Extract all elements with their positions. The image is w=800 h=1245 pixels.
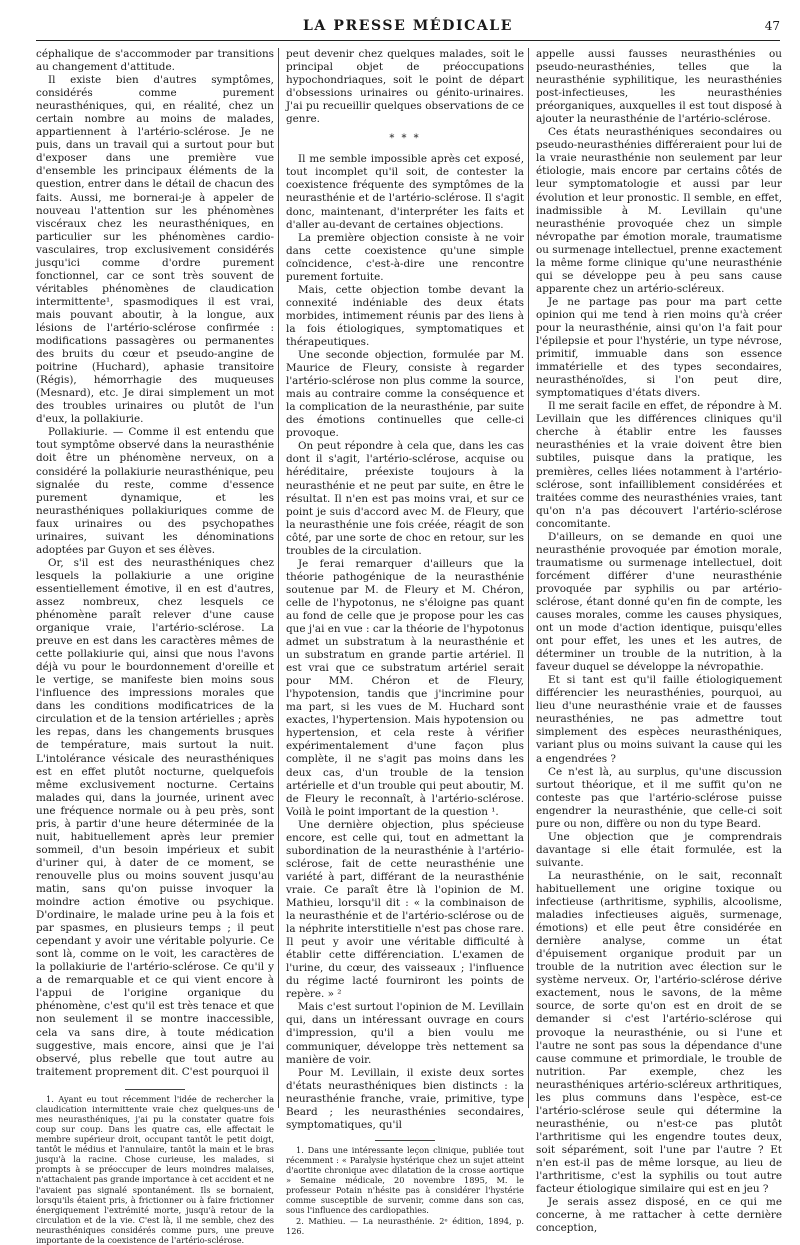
paragraph: céphalique de s'accommoder par transitions au changement d'attitude. xyxy=(36,48,274,74)
paragraph: Mais c'est surtout l'opinion de M. Levillain qui, dans un intéressant ouvrage en cours d'impression, qu'il a bien voulu me communiquer, développe très nettement sa manière de voir. xyxy=(286,1001,524,1066)
footnote-separator xyxy=(125,1089,185,1090)
paragraph: Mais, cette objection tombe devant la connexité indéniable des deux états morbides, intimement réunis par des liens à la fois étiologiques, symptomatiques et thérapeutiques. xyxy=(286,283,524,348)
paragraph: Une objection que je comprendrais davantage si elle était formulée, est la suivante. xyxy=(536,830,782,869)
paragraph: Une seconde objection, formulée par M. Maurice de Fleury, consiste à regarder l'artério-sclérose non plus comme la source, mais au contraire comme la conséquence et la complication de la neurasthénie, par suite des émotions continuelles que celle-ci provoque. xyxy=(286,349,524,440)
paragraph: Je ne partage pas pour ma part cette opinion qui me tend à rien moins qu'à créer pour la neurasthénie, ainsi qu'on l'a fait pour l'épilepsie et pour l'hystérie, un type névrose, primitif, immuable dans son essence immatérielle et des types secondaires, neurasthénoïdes, si l'on peut dire, symptomatiques d'états divers. xyxy=(536,295,782,400)
page-number: 47 xyxy=(764,19,780,33)
paragraph: Pour M. Levillain, il existe deux sortes d'états neurasthéniques bien distincts : la neurasthénie franche, vraie, primitive, type Beard ; les neurasthénies secondaires, symptomatiques, qu'il xyxy=(286,1066,524,1131)
paragraph: D'ailleurs, on se demande en quoi une neurasthénie provoquée par émotion morale, traumatisme ou surmenage intellectuel, doit forcément différer d'une neurasthénie provoquée par syphilis ou par artério-sclérose, étant donné qu'en fin de compte, les causes morales, comme les causes physiques, ont un mode d'action identique, puisqu'elles ont pour effet, les unes et les autres, de déterminer un trouble de la nutrition, à la faveur duquel se développe la névropathie. xyxy=(536,530,782,674)
section-divider: * * * xyxy=(389,133,421,145)
paragraph: On peut répondre à cela que, dans les cas dont il s'agit, l'artério-sclérose, acquise ou héréditaire, préexiste toujours à la neurasthénie et ne peut par suite, en être le résultat. Il n'en est pas moins vrai, et sur ce point je suis d'accord avec M. de Fleury, que la neurasthénie une fois créée, réagit de son côté, par une sorte de choc en retour, sur les troubles de la circulation. xyxy=(286,440,524,557)
journal-title: LA PRESSE MÉDICALE xyxy=(302,18,514,34)
column-rule-left xyxy=(278,48,279,1108)
footnotes xyxy=(36,1094,274,1245)
column-2 xyxy=(286,48,524,1236)
paragraph: Une dernière objection, plus spécieuse encore, est celle qui, tout en admettant la subordination de la neurasthénie à l'artério-sclérose, fait de cette neurasthénie une variété à part, différant de la neurasthénie vraie. Ce paraît être là l'opinion de M. Mathieu, lorsqu'il dit : « la combinaison de la neurasthénie et de l'artério-sclérose ou de la néphrite interstitielle n'est pas chose rare. Il peut y avoir une véritable difficulté à établir cette différenciation. L'examen de l'urine, du cœur, des vaisseaux ; l'influence du régime lacté fourniront les points de repère. » ² xyxy=(286,818,524,1001)
paragraph: Je serais assez disposé, en ce qui me concerne, à me rattacher à cette dernière conception, xyxy=(536,1196,782,1235)
footnote: 1. Dans une intéressante leçon clinique, publiée tout récemment : « Paralysie hystérique chez un sujet atteint d'aortite chronique avec dilatation de la crosse aortique » Semaine médicale, 20 novembre 1895, M. le professeur Potain n'hésite pas à considérer l'hystérie comme susceptible de survenir, comme dans son cas, sous l'influence des cardiopathies. xyxy=(286,1144,524,1216)
paragraph: Ce n'est là, au surplus, qu'une discussion surtout théorique, et il me suffit qu'on ne conteste pas que l'artério-sclérose puisse engendrer la neurasthénie, que celle-ci soit pure ou non, diffère ou non du type Beard. xyxy=(536,765,782,830)
paragraph: La neurasthénie, on le sait, reconnaît habituellement une origine toxique ou infectieuse (arthritisme, syphilis, alcoolisme, maladies infectieuses aiguës, surmenage, émotions) et elle peut être considérée en dernière analyse, comme un état d'épuisement organique produit par un trouble de la nutrition avec élection sur le système nerveux. Or, l'artério-sclérose dérive exactement, nous le savons, de la même source, de sorte qu'on est en droit de se demander si c'est l'artério-sclérose qui provoque la neurasthénie, ou si l'une et l'autre ne sont pas sous la dépendance d'une cause commune et primordiale, le trouble de nutrition. Par exemple, chez les neurasthéniques artério-scléreux arthritiques, les plus communs dans l'espèce, est-ce l'artério-sclérose seule qui détermine la neurasthénie, ou n'est-ce pas plutôt l'arthritisme qui les engendre toutes deux, soit séparément, soit l'une par l'autre ? Et n'en est-il pas de même lorsque, au lieu de l'arthritisme, c'est la syphilis ou tout autre facteur étiologique similaire qui est en jeu ? xyxy=(536,869,782,1196)
footnote: 1. Ayant eu tout récemment l'idée de rechercher la claudication intermittente vraie chez quelques-uns de mes neurasthéniques, j'ai pu la constater quatre fois coup sur coup. Dans les quatre cas, elle affectait le membre supérieur droit, occupant tantôt le petit doigt, tantôt le médius et l'annulaire, tantôt la main et le bras jusqu'à la racine. Chose curieuse, les malades, si prompts à se préoccuper de leurs moindres malaises, n'attachaient pas grande importance à cet accident et ne l'avaient pas signalé spontanément. Ils se bornaient, lorsqu'ils étaient pris, à frictionner ou à faire frictionner énergiquement l'extrémité morte, jusqu'à retour de la circulation et de la vie. C'est là, il me semble, chez des neurasthéniques considérés comme purs, une preuve importante de la coexistence de l'artério-sclérose. xyxy=(36,1093,274,1245)
paragraph: Ces états neurasthéniques secondaires ou pseudo-neurasthénies différeraient pour lui de la vraie neurasthénie non seulement par leur étiologie, mais encore par certains côtés de leur symptomatologie et aussi par leur évolution et leur pronostic. Il semble, en effet, inadmissible à M. Levillain qu'une neurasthénie provoquée chez un simple névropathe par émotion morale, traumatisme ou surmenage intellectuel, prenne exactement la même forme clinique qu'une neurasthénie qui se développe peu à peu sans cause apparente chez un artério-scléreux. xyxy=(536,126,782,295)
paragraph: Je ferai remarquer d'ailleurs que la théorie pathogénique de la neurasthénie soutenue par M. de Fleury et M. Chéron, celle de l'hypotonus, ne s'éloigne pas quant au fond de celle que je propose pour les cas que j'ai en vue : car la théorie de l'hypotonus admet un substratum à la neurasthénie et un substratum en grande partie artériel. Il est vrai que ce substratum artériel serait pour MM. Chéron et de Fleury, l'hypotension, tandis que j'incrimine pour ma part, si les vues de M. Huchard sont exactes, l'hypertension. Mais hypotension ou hypertension, et cela reste à vérifier expérimentalement d'une façon plus complète, il ne s'agit pas moins dans les deux cas, d'un trouble de la tension artérielle et d'un trouble qui peut aboutir, M. de Fleury le reconnaît, à l'artério-sclérose. Voilà le point important de la question ¹. xyxy=(286,557,524,818)
paragraph: Or, s'il est des neurasthéniques chez lesquels la pollakiurie a une origine essentiellement émotive, il en est d'autres, assez nombreux, chez lesquels ce phénomène paraît relever d'une cause organique vraie, l'artério-sclérose. La preuve en est dans les caractères mêmes de cette pollakiurie qui, ainsi que nous l'avons déjà vu pour le bourdonnement d'oreille et le vertige, se manifeste bien moins sous l'influence des impressions morales que dans les conditions modificatrices de la circulation et de la tension artérielles ; après les repas, dans les changements brusques de température, mais surtout la nuit. L'intolérance vésicale des neurasthéniques est en effet plutôt nocturne, quelquefois même exclusivement nocturne. Certains malades qui, dans la journée, urinent avec une fréquence normale ou à peu près, sont pris, à partir d'une heure déterminée de la nuit, habituellement après leur premier sommeil, d'un besoin impérieux et subit d'uriner qui, à dater de ce moment, se renouvelle plus ou moins souvent jusqu'au matin, sans qu'on puisse invoquer la moindre action émotive ou psychique. D'ordinaire, le malade urine peu à la fois et par spasmes, en plusieurs temps ; il peut cependant y avoir une véritable polyurie. Ce sont là, comme on le voit, les caractères de la pollakiurie de l'artério-sclérose. Ce qu'il y a de remarquable et ce qui vient encore à l'appui de l'origine organique du phénomène, c'est qu'il est très tenace et que non seulement il se montre inaccessible, cela va sans dire, à toute médication suggestive, mais encore, ainsi que je l'ai observé, plus rebelle que tout autre au traitement proprement dit. C'est pourquoi il xyxy=(36,556,274,1078)
footnote-separator xyxy=(375,1140,435,1141)
paragraph: Il existe bien d'autres symptômes, considérés comme purement neurasthéniques, qui, en réalité, chez un certain nombre au moins de malades, appartiennent à l'artério-sclérose. Je ne puis, dans un travail qui a surtout pour but d'exposer dans une première vue d'ensemble les principaux éléments de la question, entrer dans le détail de chacun des faits. Aussi, me bornerai-je à appeler de nouveau l'attention sur les phénomènes viscéraux chez les neurasthéniques, en particulier sur les phénomènes cardio-vasculaires, trop exclusivement considérés jusqu'ici comme d'ordre purement fonctionnel, car ce sont très souvent de véritables phénomènes de claudication intermittente¹, spasmodiques il est vrai, mais pouvant aboutir, à la longue, aux lésions de l'artério-sclérose confirmée : modifications passagères ou permanentes des bruits du cœur et pseudo-angine de poitrine (Huchard), aphasie transitoire (Régis), hémorrhagie des muqueuses (Mesnard), etc. Je dirai simplement un mot des troubles urinaires ou plutôt de l'un d'eux, la pollakiurie. xyxy=(36,74,274,426)
column-rule-right xyxy=(528,48,529,1108)
paragraph: Il me serait facile en effet, de répondre à M. Levillain que les différences cliniques qu'il cherche à établir entre les fausses neurasthénies et la vraie doivent être bien subtiles, puisque dans la pratique, les premières, celles liées notamment à l'artério-sclérose, sont infailliblement considérées et traitées comme des neurasthénies vraies, tant qu'on n'a pas découvert l'artério-sclérose concomitante. xyxy=(536,400,782,530)
column-1 xyxy=(36,48,274,1245)
paragraph: Il me semble impossible après cet exposé, tout incomplet qu'il soit, de contester la coexistence fréquente des symptômes de la neurasthénie et de l'artério-sclérose. Il s'agit donc, maintenant, d'interpréter les faits et d'aller au-devant de certaines objections. xyxy=(286,153,524,231)
paragraph: Pollakiurie. — Comme il est entendu que tout symptôme observé dans la neurasthénie doit être un phénomène nerveux, on a considéré la pollakiurie neurasthénique, peu signalée du reste, comme d'essence purement dynamique, et les neurasthéniques pollakiuriques comme de faux urinaires ou des psychopathes urinaires, suivant les dénominations adoptées par Guyon et ses élèves. xyxy=(36,426,274,556)
page-header xyxy=(36,16,780,41)
footnotes xyxy=(286,1145,524,1236)
column-3 xyxy=(536,48,782,1235)
footnote: 2. Mathieu. — La neurasthénie. 2ᵉ édition, 1894, p. 126. xyxy=(286,1215,524,1236)
paragraph: La première objection consiste à ne voir dans cette coexistence qu'une simple coïncidence, c'est-à-dire une rencontre purement fortuite. xyxy=(286,231,524,283)
paragraph: Et si tant est qu'il faille étiologiquement différencier les neurasthénies, pourquoi, au lieu d'une neurasthénie vraie et de fausses neurasthénies, ne pas admettre tout simplement des espèces neurasthéniques, variant plus ou moins suivant la cause qui les a engendrées ? xyxy=(536,674,782,765)
paragraph: peut devenir chez quelques malades, soit le principal objet de préoccupations hypochondriaques, soit le point de départ d'obsessions urinaires ou génito-urinaires. J'ai pu recueillir quelques observations de ce genre. xyxy=(286,48,524,126)
paragraph: appelle aussi fausses neurasthénies ou pseudo-neurasthénies, telles que la neurasthénie syphilitique, les neurasthénies post-infectieuses, les neurasthénies préorganiques, auxquelles il est tout disposé à ajouter la neurasthénie de l'artério-sclérose. xyxy=(536,48,782,126)
